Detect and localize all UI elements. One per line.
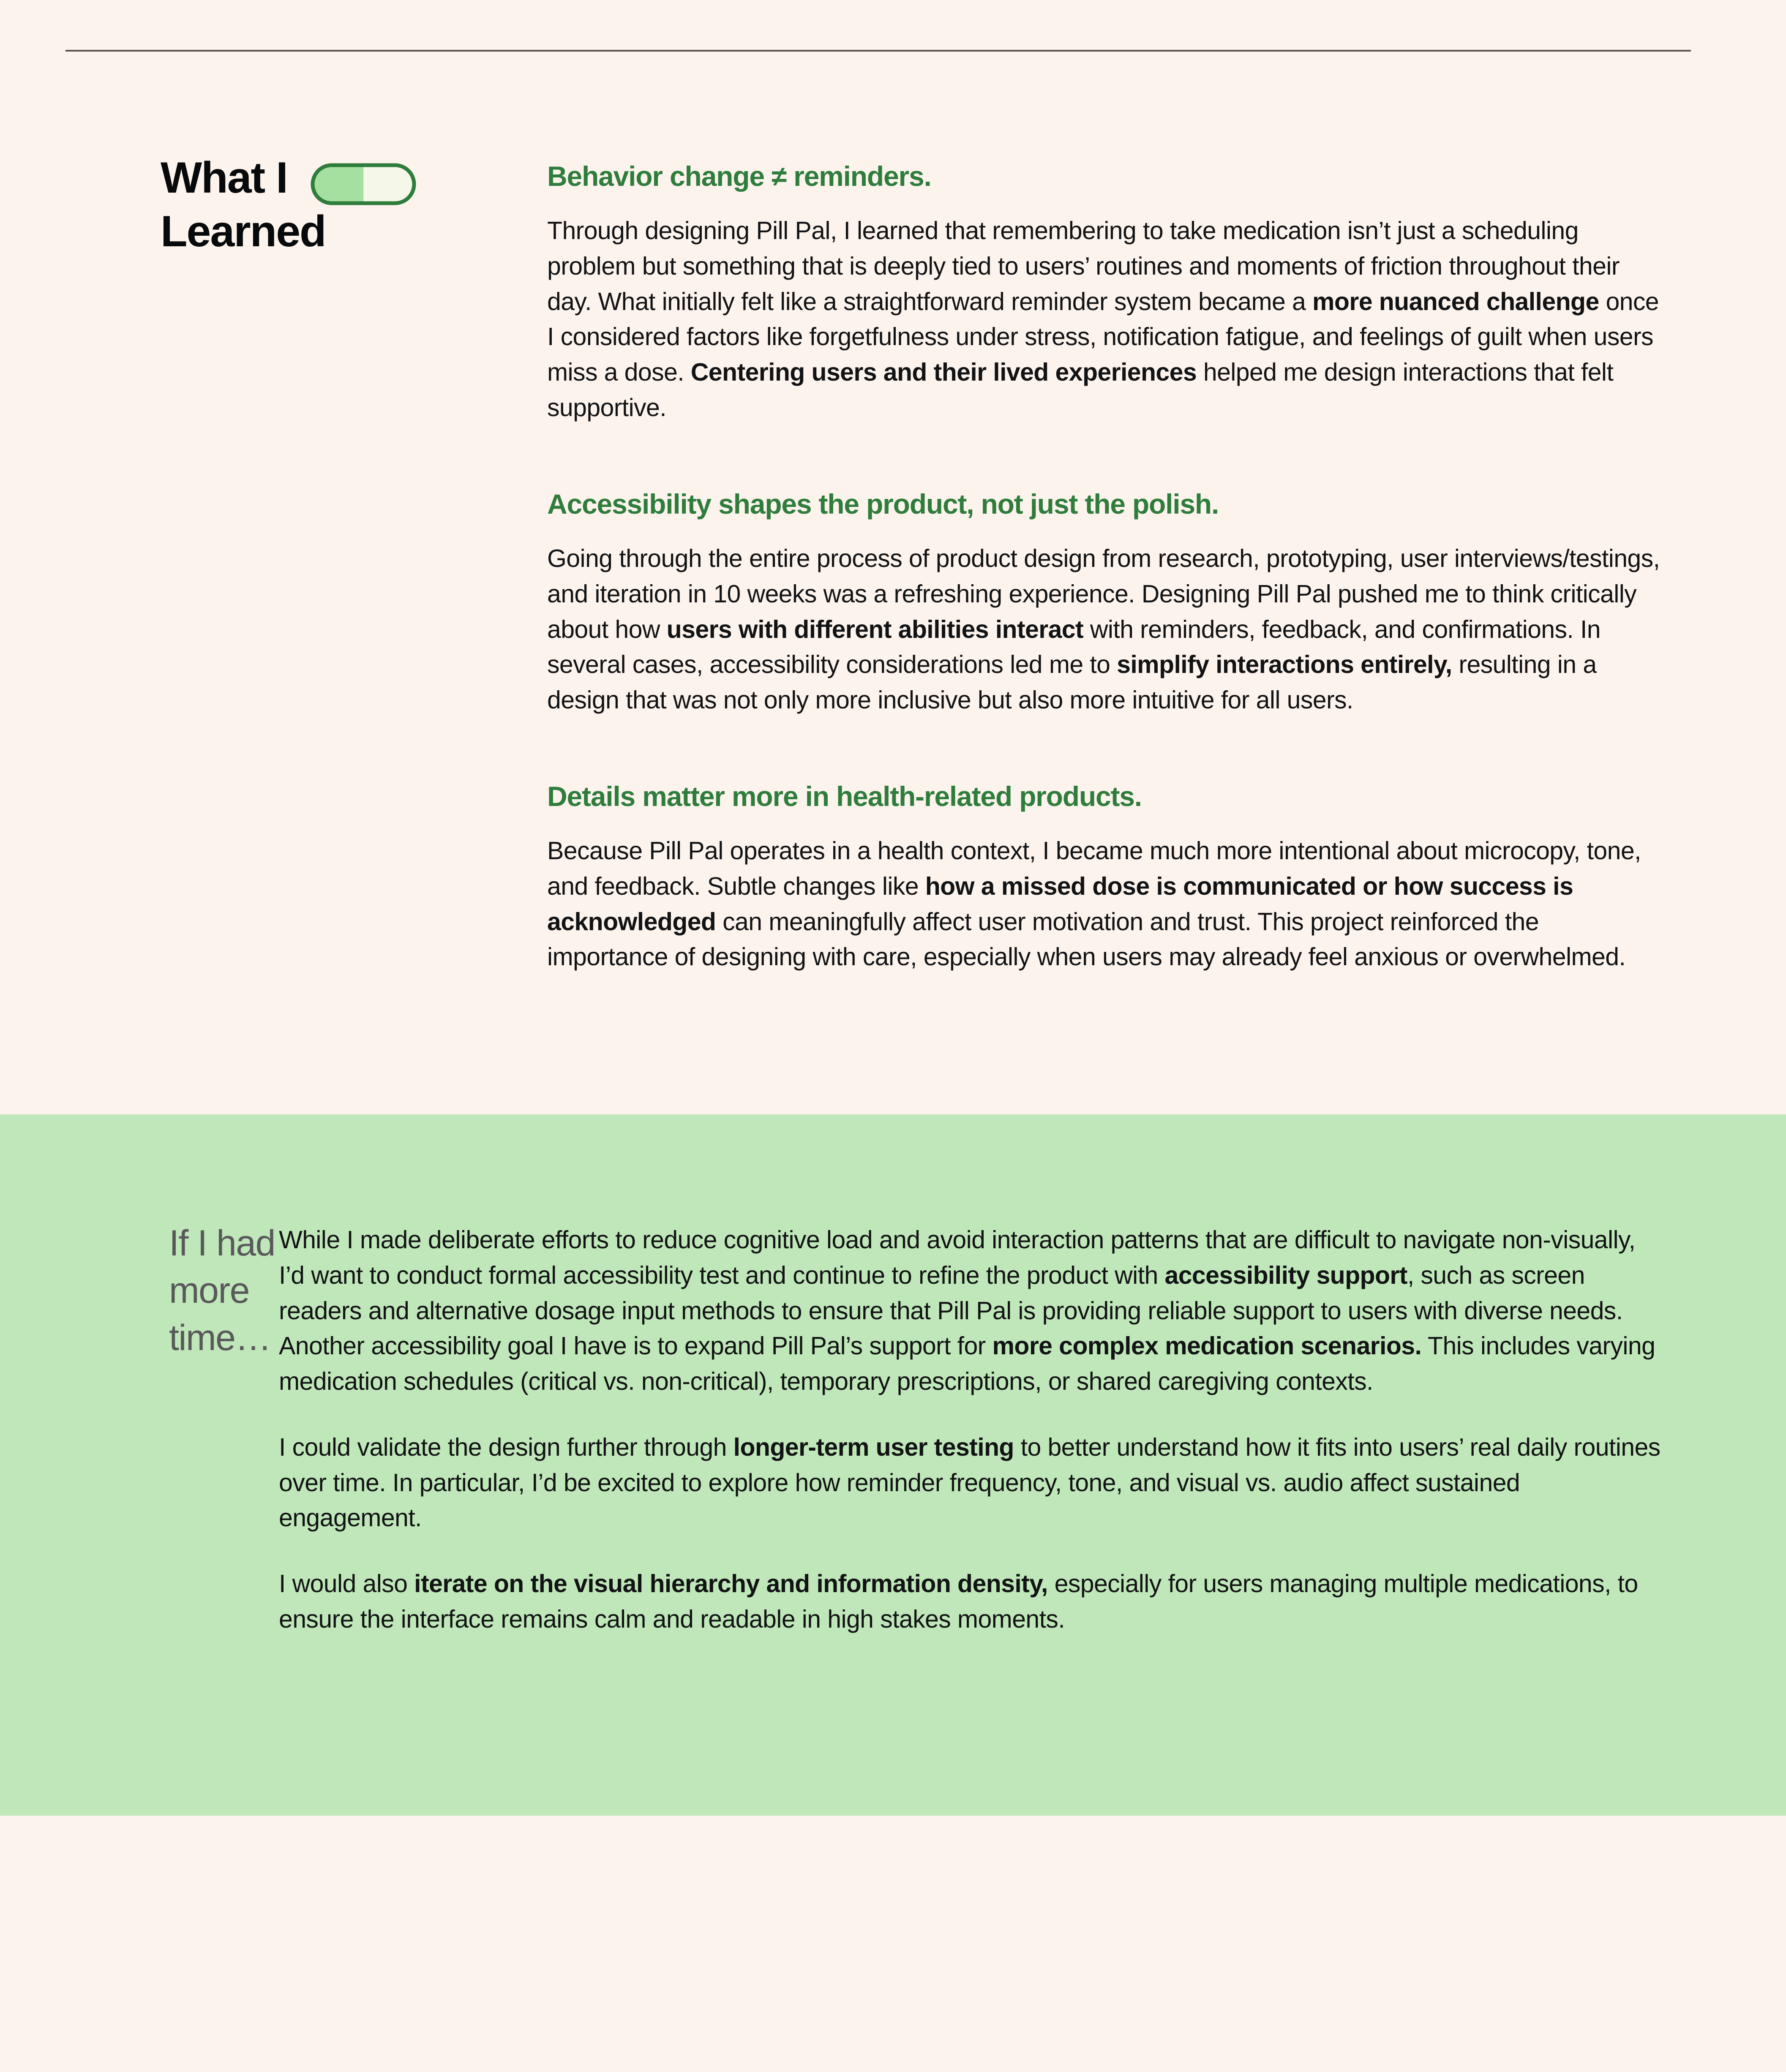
- section-title: [169, 1220, 279, 1361]
- body-text: once I considered factors like forgetfulness under stress, notification fatigue, and feelings of guilt when users miss a dose.: [547, 287, 1659, 387]
- body-text: I could validate the design further through: [279, 1433, 733, 1461]
- learning-block: [547, 487, 1663, 718]
- section-title-line-2: more: [169, 1270, 249, 1311]
- learning-heading: Behavior change ≠ reminders.: [547, 161, 931, 192]
- section-title-line-3: time…: [169, 1317, 271, 1358]
- body-text: , such as screen readers and alternative dosage input methods to ensure that Pill Pal is providing reliable support to users with diverse needs. Another accessibility goal I have is to expand Pill Pal’s support for: [279, 1261, 1623, 1360]
- learning-heading: Accessibility shapes the product, not just the polish.: [547, 488, 1219, 520]
- emphasis-text: accessibility support: [1164, 1261, 1407, 1289]
- body-text: While I made deliberate efforts to reduce cognitive load and avoid interaction patterns that are difficult to navigate non-visually, I’d want to conduct formal accessibility test and continue to refine the product with: [279, 1226, 1636, 1289]
- top-rule-container: [0, 0, 1786, 52]
- section-title-line-1: If I had: [169, 1223, 275, 1264]
- learning-block: [547, 160, 1663, 426]
- emphasis-text: Centering users and their lived experiences: [690, 358, 1197, 387]
- page-title: [161, 151, 326, 259]
- body-text: I would also: [279, 1570, 414, 1598]
- more-time-paragraph: [279, 1223, 1663, 1399]
- emphasis-text: how a missed dose is communicated or how success is acknowledged: [547, 872, 1573, 936]
- more-time-body-column: [279, 1220, 1786, 1637]
- page-title-line-2: Learned: [161, 207, 326, 256]
- emphasis-text: more complex medication scenarios.: [992, 1332, 1422, 1360]
- body-text: Because Pill Pal operates in a health context, I became much more intentional about microcopy, tone, and feedback. Subtle changes like: [547, 836, 1641, 900]
- body-text: especially for users managing multiple medications, to ensure the interface remains calm and readable in high stakes moments.: [279, 1570, 1638, 1633]
- learning-paragraph: [547, 833, 1663, 975]
- learning-paragraph: [547, 541, 1663, 718]
- more-time-paragraph: [279, 1566, 1663, 1637]
- body-text: resulting in a design that was not only more inclusive but also more intuitive for all users.: [547, 651, 1597, 714]
- body-text: can meaningfully affect user motivation and trust. This project reinforced the importance of designing with care, especially when users may already feel anxious or overwhelmed.: [547, 907, 1626, 971]
- learned-body-column: [547, 151, 1786, 975]
- pill-capsule-icon: [311, 163, 416, 205]
- learning-heading: Details matter more in health-related products.: [547, 780, 1142, 812]
- body-text: with reminders, feedback, and confirmations. In several cases, accessibility considerations led me to: [547, 615, 1601, 679]
- emphasis-text: more nuanced challenge: [1312, 287, 1599, 316]
- body-text: Through designing Pill Pal, I learned that remembering to take medication isn’t just a scheduling problem but something that is deeply tied to users’ routines and moments of friction throughout their day. What initially felt like a straightforward reminder system became a: [547, 217, 1620, 316]
- emphasis-text: users with different abilities interact: [666, 615, 1084, 643]
- section-what-i-learned: [0, 52, 1786, 1114]
- more-time-row: [0, 1220, 1786, 1637]
- emphasis-text: simplify interactions entirely,: [1117, 651, 1452, 679]
- more-time-paragraph: [279, 1430, 1663, 1536]
- body-text: helped me design interactions that felt supportive.: [547, 358, 1614, 422]
- page-title-line-1: What I: [161, 153, 287, 202]
- body-text: to better understand how it fits into users’ real daily routines over time. In particular, I’d be excited to explore how reminder frequency, tone, and visual vs. audio affect sustained engagement.: [279, 1433, 1661, 1532]
- more-time-heading-column: [0, 1220, 279, 1361]
- pill-icon-slot: [311, 151, 547, 205]
- emphasis-text: iterate on the visual hierarchy and information density,: [414, 1570, 1048, 1598]
- body-text: This includes varying medication schedules (critical vs. non-critical), temporary prescriptions, or shared caregiving contexts.: [279, 1332, 1655, 1396]
- learned-heading-column: [0, 151, 326, 259]
- section-if-i-had-more-time: [0, 1114, 1786, 1816]
- learning-block: [547, 780, 1663, 975]
- emphasis-text: longer-term user testing: [733, 1433, 1014, 1461]
- learned-row: [0, 151, 1786, 975]
- learning-paragraph: [547, 213, 1663, 426]
- body-text: Going through the entire process of product design from research, prototyping, user interviews/testings, and iteration in 10 weeks was a refreshing experience. Designing Pill Pal pushed me to think critically about how: [547, 544, 1660, 643]
